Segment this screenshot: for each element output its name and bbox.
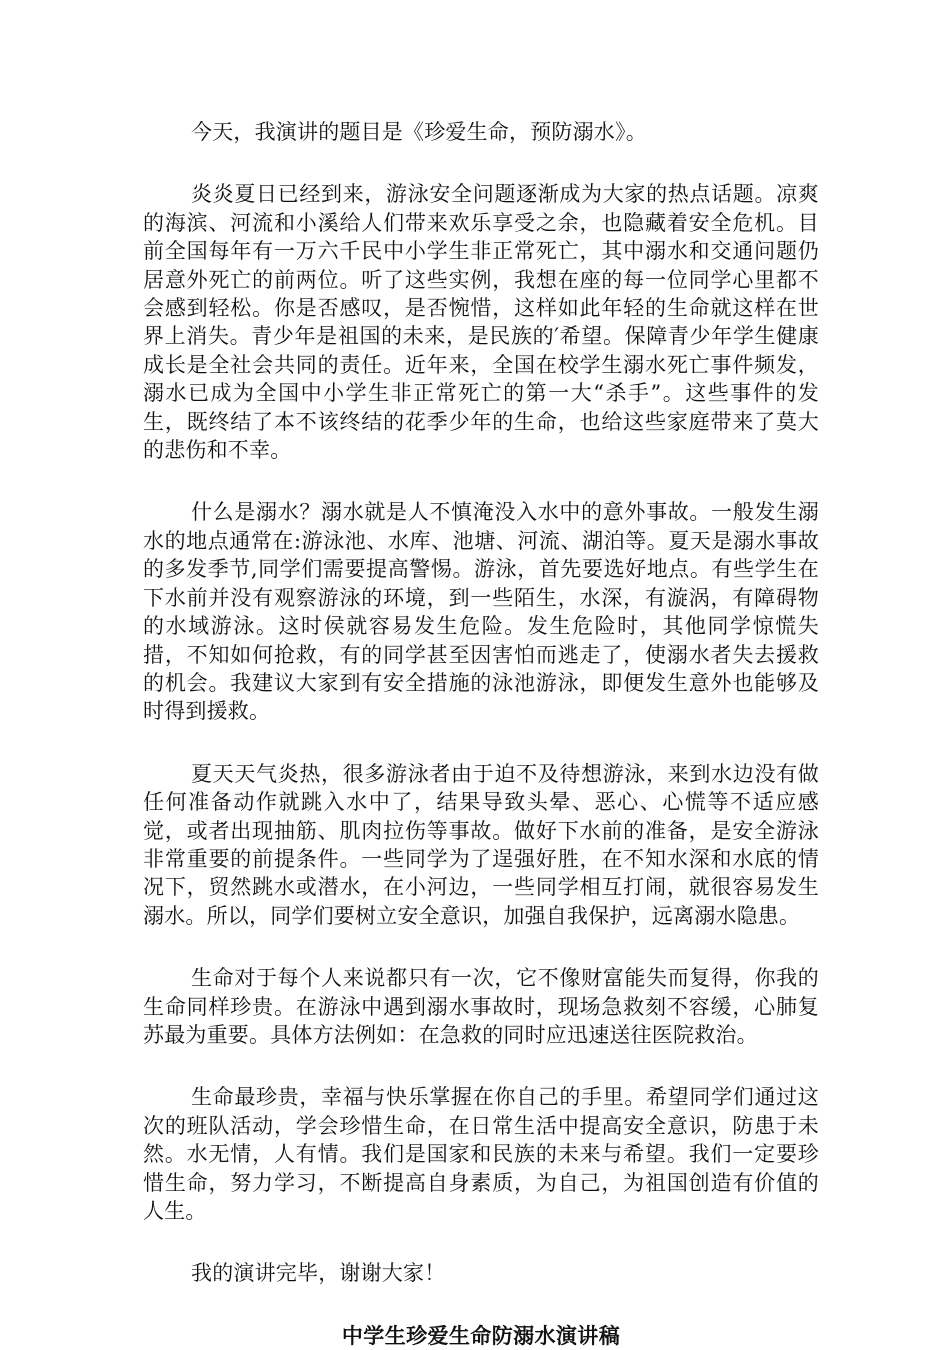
paragraph-first-aid: 生命对于每个人来说都只有一次，它不像财富能失而复得，你我的生命同样珍贵。在游泳中遇到溺水事故时，现场急救刻不容缓，心肺复苏最为重要。具体方法例如：在急救的同时应迅速送往医院救治。 bbox=[143, 966, 819, 1047]
document-page bbox=[143, 118, 819, 1350]
paragraph-closing: 我的演讲完毕，谢谢大家！ bbox=[191, 1261, 446, 1286]
paragraph-summer-safety: 炎炎夏日已经到来，游泳安全问题逐渐成为大家的热点话题。凉爽的海滨、河流和小溪给人们带来欢乐享受之余，也隐藏着安全危机。目前全国每年有一万六千民中小学生非正常死亡，其中溺水和交通问题仍居意外死亡的前两位。听了这些实例，我想在座的每一位同学心里都不会感到轻松。你是否感叹，是否惋惜，这样如此年轻的生命就这样在世界上消失。青少年是祖国的未来，是民族的′希望。保障青少年学生健康成长是全社会共同的责任。近年来，全国在校学生溺水死亡事件频发，溺水已成为全国中小学生非正常死亡的第一大“杀手”。这些事件的发生，既终结了本不该终结的花季少年的生命，也给这些家庭带来了莫大的悲伤和不幸。 bbox=[143, 182, 819, 463]
paragraph-what-is-drowning: 什么是溺水？溺水就是人不慎淹没入水中的意外事故。一般发生溺水的地点通常在:游泳池、水库、池塘、河流、湖泊等。夏天是溺水事故的多发季节,同学们需要提高警惕。游泳，首先要选好地点。有些学生在下水前并没有观察游泳的环境，到一些陌生，水深，有漩涡，有障碍物的水域游泳。这时侯就容易发生危险。发生危险时，其他同学惊慌失措，不知如何抢救，有的同学甚至因害怕而逃走了，使溺水者失去援救的机会。我建议大家到有安全措施的泳池游泳，即便发生意外也能够及时得到援救。 bbox=[143, 500, 819, 724]
paragraph-preparation: 夏天天气炎热，很多游泳者由于迫不及待想游泳，来到水边没有做任何准备动作就跳入水中了，结果导致头晕、恶心、心慌等不适应感觉，或者出现抽筋、肌肉拉伤等事故。做好下水前的准备，是安全游泳非常重要的前提条件。一些同学为了逞强好胜，在不知水深和水底的情况下，贸然跳水或潜水，在小河边，一些同学相互打闹，就很容易发生溺水。所以，同学们要树立安全意识，加强自我保护，远离溺水隐患。 bbox=[143, 761, 819, 928]
paragraph-cherish-life: 生命最珍贵，幸福与快乐掌握在你自己的手里。希望同学们通过这次的班队活动，学会珍惜生命，在日常生活中提高安全意识，防患于未然。水无情，人有情。我们是国家和民族的未来与希望。我们一定要珍惜生命，努力学习，不断提高自身素质，为自己，为祖国创造有价值的人生。 bbox=[143, 1085, 819, 1223]
paragraph-intro: 今天，我演讲的题目是《珍爱生命，预防溺水》。 bbox=[191, 120, 647, 144]
document-heading: 中学生珍爱生命防溺水演讲稿 bbox=[341, 1322, 621, 1348]
